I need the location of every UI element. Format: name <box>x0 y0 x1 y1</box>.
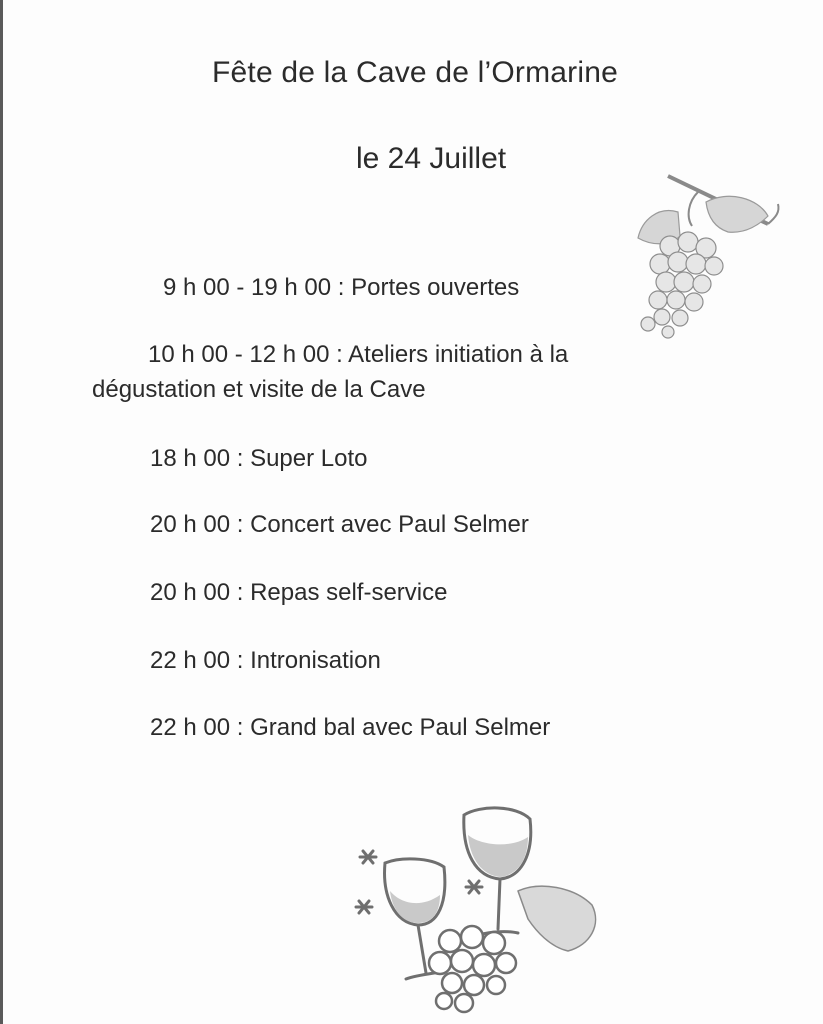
schedule-item-grand-ball: 22 h 00 : Grand bal avec Paul Selmer <box>150 714 551 741</box>
schedule-item-self-service-meal: 20 h 00 : Repas self-service <box>150 579 448 606</box>
schedule-item-concert: 20 h 00 : Concert avec Paul Selmer <box>150 511 529 538</box>
schedule-item-tasting-workshops-continued: dégustation et visite de la Cave <box>92 376 426 403</box>
grape-cluster-icon <box>618 162 788 342</box>
schedule-item-intronisation: 22 h 00 : Intronisation <box>150 647 381 674</box>
wine-glasses-grapes-icon <box>340 795 620 1020</box>
schedule-item-tasting-workshops: 10 h 00 - 12 h 00 : Ateliers initiation à la <box>148 341 569 368</box>
schedule-item-open-doors: 9 h 00 - 19 h 00 : Portes ouvertes <box>163 274 520 301</box>
event-date: le 24 Juillet <box>356 142 507 175</box>
schedule-item-super-loto: 18 h 00 : Super Loto <box>150 445 368 472</box>
scan-border <box>0 0 3 1024</box>
flyer-title: Fête de la Cave de l’Ormarine <box>212 56 618 89</box>
